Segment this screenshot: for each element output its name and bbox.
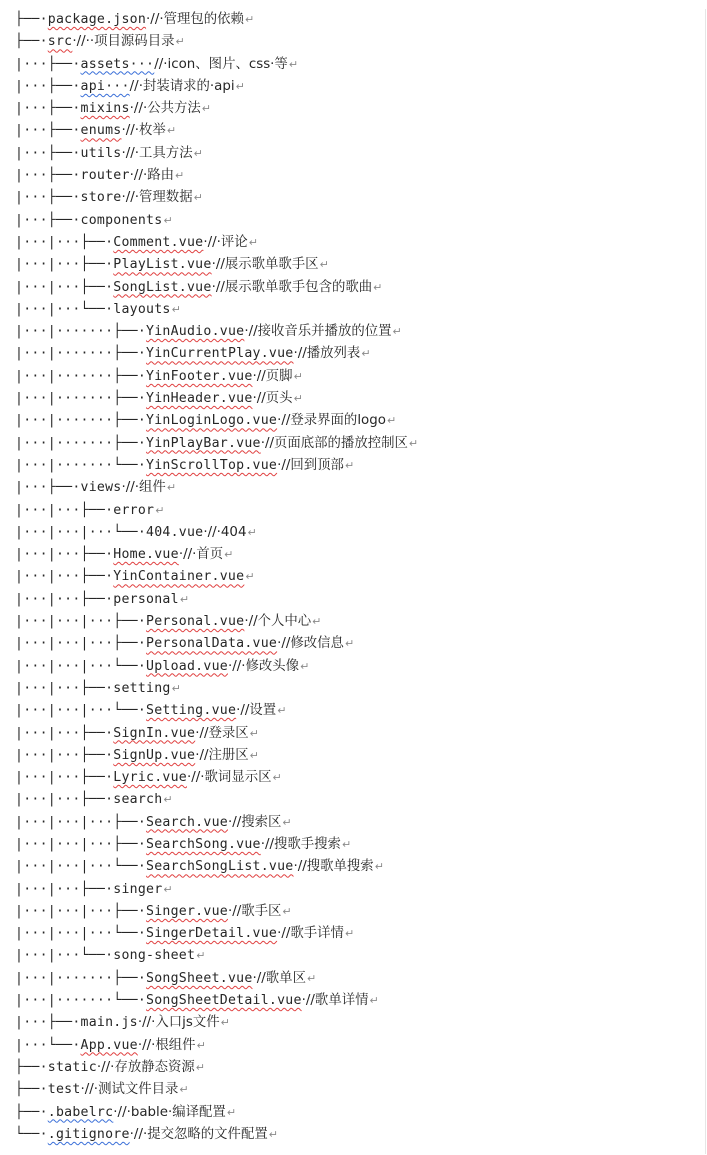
- tree-line[interactable]: [15, 277, 705, 299]
- paragraph-mark-icon: ↵: [193, 191, 204, 205]
- tree-line[interactable]: [15, 1102, 705, 1124]
- file-name: src: [47, 34, 73, 50]
- file-comment: ·//播放列表: [293, 346, 361, 362]
- paragraph-mark-icon: ↵: [282, 815, 292, 829]
- paragraph-mark-icon: ↵: [247, 525, 257, 539]
- file-name: song-sheet: [113, 948, 196, 964]
- file-comment: ·//搜歌手搜索: [260, 836, 341, 852]
- file-name: mixins: [80, 101, 130, 117]
- tree-line[interactable]: [15, 165, 705, 187]
- file-name: YinHeader.vue: [146, 391, 253, 407]
- file-name: YinScrollTop.vue: [146, 457, 278, 473]
- paragraph-mark-icon: ↵: [220, 1016, 231, 1030]
- tree-line[interactable]: [15, 1012, 705, 1034]
- tree-connector: |···├──·: [15, 168, 81, 184]
- tree-connector: |···|···├──·: [15, 680, 114, 696]
- paragraph-mark-icon: ↵: [392, 325, 402, 339]
- file-comment: //·封装请求的·api: [129, 78, 235, 94]
- file-name: singer: [113, 881, 163, 897]
- file-comment: //·icon、图片、css·等: [154, 56, 288, 72]
- file-comment: ·//页脚: [252, 368, 293, 384]
- tree-connector: ├──·: [15, 34, 48, 50]
- tree-connector: |···|···|···├──·: [15, 614, 147, 630]
- file-comment: ·//·公共方法: [129, 101, 201, 117]
- file-comment: ·//·枚举: [121, 123, 166, 139]
- file-name: main.js: [80, 1015, 138, 1031]
- file-name: package.json: [47, 12, 147, 27]
- paragraph-mark-icon: ↵: [344, 637, 355, 651]
- file-comment: ·//接收音乐并播放的位置: [244, 324, 392, 340]
- paragraph-mark-icon: ↵: [171, 681, 182, 695]
- file-name: test: [47, 1082, 81, 1098]
- paragraph-mark-icon: ↵: [344, 458, 355, 472]
- tree-line[interactable]: [15, 834, 705, 856]
- file-name: Personal.vue: [146, 614, 245, 630]
- file-name: Comment.vue: [113, 234, 204, 250]
- file-name: PersonalData.vue: [146, 636, 278, 652]
- tree-connector: ├──·: [15, 1082, 48, 1098]
- file-name: YinLoginLogo.vue: [146, 413, 278, 429]
- file-name: api···: [80, 78, 130, 94]
- paragraph-mark-icon: ↵: [344, 927, 355, 941]
- tree-connector: └──·: [15, 1126, 48, 1142]
- tree-connector: |···|···├──·: [15, 792, 114, 808]
- paragraph-mark-icon: ↵: [163, 793, 173, 807]
- paragraph-mark-icon: ↵: [155, 503, 165, 517]
- paragraph-mark-icon: ↵: [341, 837, 352, 851]
- tree-line[interactable]: [15, 433, 705, 455]
- paragraph-mark-icon: ↵: [248, 235, 259, 249]
- tree-connector: |···├──·: [15, 101, 81, 117]
- tree-connector: |···|···├──·: [15, 725, 114, 741]
- tree-line[interactable]: [15, 589, 705, 611]
- paragraph-mark-icon: ↵: [163, 213, 173, 227]
- tree-line[interactable]: [15, 990, 705, 1012]
- tree-connector: |···|···├──·: [15, 502, 114, 518]
- file-name: SongList.vue: [113, 279, 212, 295]
- tree-connector: |···|·······├──·: [15, 368, 147, 384]
- tree-connector: |···|···├──·: [15, 279, 114, 295]
- tree-connector: |···|·······├──·: [15, 391, 147, 407]
- tree-connector: |···├──·: [15, 212, 81, 228]
- file-name: setting: [113, 680, 171, 696]
- tree-line[interactable]: [15, 76, 705, 98]
- file-comment: ·//·入口js文件: [137, 1015, 220, 1031]
- file-comment: ·//·存放静态资源: [96, 1059, 195, 1075]
- tree-connector: |···|·······└──·: [15, 993, 147, 1009]
- tree-line[interactable]: [15, 767, 705, 789]
- file-name: YinPlayBar.vue: [146, 435, 261, 451]
- paragraph-mark-icon: ↵: [272, 771, 282, 785]
- tree-line[interactable]: [15, 321, 705, 343]
- file-comment: ·//·管理包的依赖: [146, 12, 244, 27]
- tree-line[interactable]: [15, 410, 705, 432]
- tree-line[interactable]: [15, 1124, 705, 1146]
- file-name: Singer.vue: [146, 903, 228, 919]
- paragraph-mark-icon: ↵: [249, 726, 260, 740]
- paragraph-mark-icon: ↵: [175, 35, 185, 49]
- tree-connector: |···|···├──·: [15, 770, 114, 786]
- paragraph-mark-icon: ↵: [226, 1105, 237, 1119]
- file-comment: ·//个人中心: [244, 614, 312, 630]
- file-name: SongSheet.vue: [146, 970, 253, 986]
- file-name: Setting.vue: [146, 703, 237, 719]
- file-comment: ·//歌手区: [227, 903, 282, 919]
- tree-line[interactable]: [15, 388, 705, 410]
- paragraph-mark-icon: ↵: [277, 704, 287, 718]
- file-comment: ·//展示歌单歌手区: [211, 257, 319, 273]
- file-comment: ·//·路由: [129, 168, 174, 184]
- file-comment: ·//页头: [252, 391, 293, 407]
- file-comment: ·//搜歌单搜索: [293, 859, 374, 875]
- paragraph-mark-icon: ↵: [288, 57, 299, 71]
- paragraph-mark-icon: ↵: [196, 1038, 207, 1052]
- tree-line[interactable]: [15, 232, 705, 254]
- tree-line[interactable]: [15, 923, 705, 945]
- tree-line[interactable]: [15, 143, 705, 165]
- tree-connector: |···|···└──·: [15, 301, 114, 317]
- file-comment: ·//歌手详情: [277, 926, 344, 942]
- paragraph-mark-icon: ↵: [293, 392, 304, 406]
- tree-connector: |···├──·: [15, 123, 81, 139]
- file-comment: ·//展示歌单歌手包含的歌曲: [211, 279, 373, 295]
- paragraph-mark-icon: ↵: [166, 481, 177, 495]
- tree-line[interactable]: [15, 187, 705, 209]
- file-comment: ·//·修改头像: [227, 658, 300, 674]
- paragraph-mark-icon: ↵: [306, 971, 317, 985]
- tree-line[interactable]: [15, 477, 705, 499]
- file-comment: ·//·评论: [203, 234, 248, 250]
- tree-line[interactable]: [15, 522, 705, 544]
- tree-connector: |···|···|···└──·: [15, 926, 147, 942]
- file-comment: ·//回到顶部: [277, 457, 344, 473]
- paragraph-mark-icon: ↵: [369, 994, 379, 1008]
- tree-connector: |···|···└──·: [15, 948, 114, 964]
- paragraph-mark-icon: ↵: [361, 347, 371, 361]
- tree-line[interactable]: [15, 120, 705, 142]
- file-name: Lyric.vue: [113, 770, 187, 786]
- tree-line[interactable]: [15, 678, 705, 700]
- paragraph-mark-icon: ↵: [319, 258, 330, 272]
- file-name: SignUp.vue: [113, 747, 196, 763]
- paragraph-mark-icon: ↵: [193, 146, 204, 160]
- paragraph-mark-icon: ↵: [312, 615, 322, 629]
- file-name: utils: [80, 145, 122, 161]
- file-comment: ·//注册区: [195, 747, 249, 763]
- file-name: SearchSongList.vue: [146, 859, 294, 875]
- file-name: layouts: [113, 301, 171, 317]
- file-comment: ·//页面底部的播放控制区: [260, 435, 408, 451]
- file-comment: ·//·首页: [178, 547, 224, 563]
- paragraph-mark-icon: ↵: [293, 369, 304, 383]
- document-page[interactable]: [15, 9, 706, 1154]
- file-comment: ·//·歌词显示区: [187, 770, 272, 786]
- file-name: static: [47, 1059, 97, 1075]
- tree-line[interactable]: [15, 633, 705, 655]
- paragraph-mark-icon: ↵: [166, 124, 177, 138]
- paragraph-mark-icon: ↵: [179, 592, 190, 606]
- file-name: enums: [80, 123, 122, 139]
- file-comment: ·//登录界面的logo: [277, 413, 386, 429]
- tree-connector: |···|···├──·: [15, 591, 114, 607]
- file-name: App.vue: [80, 1037, 138, 1053]
- tree-connector: |···|···├──·: [15, 569, 114, 585]
- file-name: router: [80, 168, 130, 184]
- file-comment: ·//搜索区: [227, 814, 282, 830]
- file-name: Upload.vue: [146, 658, 228, 674]
- tree-connector: |···└──·: [15, 1037, 81, 1053]
- file-name: 404.vue: [146, 524, 204, 540]
- file-name: SingerDetail.vue: [146, 926, 278, 942]
- paragraph-mark-icon: ↵: [171, 302, 182, 316]
- file-name: store: [80, 190, 122, 206]
- tree-line[interactable]: [15, 299, 705, 321]
- file-name: personal: [113, 591, 179, 607]
- tree-connector: |···|·······├──·: [15, 435, 147, 451]
- file-name: SignIn.vue: [113, 725, 196, 741]
- tree-connector: |···|·······└──·: [15, 457, 147, 473]
- file-comment: ·//登录区: [195, 725, 249, 741]
- tree-line[interactable]: [15, 812, 705, 834]
- tree-line[interactable]: [15, 723, 705, 745]
- tree-connector: |···|···|···├──·: [15, 903, 147, 919]
- file-name: assets···: [80, 56, 155, 72]
- file-name: YinFooter.vue: [146, 368, 253, 384]
- tree-connector: |···|···├──·: [15, 881, 114, 897]
- tree-line[interactable]: [15, 1079, 705, 1101]
- tree-line[interactable]: [15, 611, 705, 633]
- paragraph-mark-icon: ↵: [235, 79, 246, 93]
- paragraph-mark-icon: ↵: [408, 436, 419, 450]
- tree-line[interactable]: [15, 54, 705, 76]
- tree-connector: ├──·: [15, 1059, 48, 1075]
- paragraph-mark-icon: ↵: [224, 548, 234, 562]
- tree-connector: ├──·: [15, 12, 48, 27]
- tree-connector: |···├──·: [15, 78, 81, 94]
- file-comment: ·//·根组件: [137, 1037, 196, 1053]
- tree-line[interactable]: [15, 656, 705, 678]
- paragraph-mark-icon: ↵: [374, 860, 385, 874]
- file-name: PlayList.vue: [113, 257, 212, 273]
- tree-line[interactable]: [15, 544, 705, 566]
- tree-connector: |···|···|···└──·: [15, 658, 147, 674]
- tree-line[interactable]: [15, 745, 705, 767]
- tree-line[interactable]: [15, 254, 705, 276]
- tree-line[interactable]: [15, 879, 705, 901]
- file-name: YinContainer.vue: [113, 569, 245, 585]
- tree-connector: |···├──·: [15, 56, 81, 72]
- paragraph-mark-icon: ↵: [249, 748, 260, 762]
- tree-connector: |···|···├──·: [15, 234, 114, 250]
- paragraph-mark-icon: ↵: [179, 1083, 189, 1097]
- file-comment: ·//·404: [203, 524, 247, 540]
- file-name: .gitignore: [47, 1126, 130, 1142]
- tree-connector: |···├──·: [15, 190, 81, 206]
- tree-line[interactable]: [15, 9, 705, 31]
- paragraph-mark-icon: ↵: [373, 280, 383, 294]
- paragraph-mark-icon: ↵: [163, 882, 173, 896]
- tree-line[interactable]: [15, 968, 705, 990]
- file-name: Home.vue: [113, 547, 179, 563]
- tree-line[interactable]: [15, 31, 705, 53]
- paragraph-mark-icon: ↵: [201, 102, 212, 116]
- file-comment: ·//·工具方法: [121, 145, 193, 161]
- paragraph-mark-icon: ↵: [282, 904, 292, 918]
- tree-line[interactable]: [15, 455, 705, 477]
- file-name: search: [113, 792, 163, 808]
- tree-connector: |···|···|···├──·: [15, 636, 147, 652]
- tree-connector: |···|·······├──·: [15, 970, 147, 986]
- tree-connector: |···├──·: [15, 480, 81, 496]
- file-name: error: [113, 502, 155, 518]
- tree-connector: |···|·······├──·: [15, 346, 147, 362]
- paragraph-mark-icon: ↵: [195, 1060, 206, 1074]
- file-comment: ·//修改信息: [277, 636, 344, 652]
- file-comment: ·//·bable·编译配置: [113, 1104, 226, 1120]
- tree-connector: |···|···|···└──·: [15, 859, 147, 875]
- tree-line[interactable]: [15, 901, 705, 923]
- file-comment: ·//·提交忽略的文件配置: [129, 1126, 268, 1142]
- tree-connector: |···|···├──·: [15, 257, 114, 273]
- paragraph-mark-icon: ↵: [245, 570, 255, 584]
- file-name: .babelrc: [47, 1104, 114, 1120]
- tree-connector: |···|·······├──·: [15, 324, 147, 340]
- tree-connector: |···├──·: [15, 1015, 81, 1031]
- paragraph-mark-icon: ↵: [268, 1127, 279, 1141]
- tree-line[interactable]: [15, 1057, 705, 1079]
- file-comment: ·//··项目源码目录: [72, 34, 175, 50]
- tree-line[interactable]: [15, 789, 705, 811]
- file-name: YinAudio.vue: [146, 324, 245, 340]
- paragraph-mark-icon: ↵: [386, 414, 397, 428]
- file-name: YinCurrentPlay.vue: [146, 346, 294, 362]
- paragraph-mark-icon: ↵: [196, 949, 206, 963]
- tree-connector: ├──·: [15, 1104, 48, 1120]
- tree-connector: |···|···|···└──·: [15, 703, 147, 719]
- tree-line[interactable]: [15, 856, 705, 878]
- tree-line[interactable]: [15, 366, 705, 388]
- tree-line[interactable]: [15, 98, 705, 120]
- file-name: Search.vue: [146, 814, 228, 830]
- tree-line[interactable]: [15, 945, 705, 967]
- tree-connector: |···|···|···├──·: [15, 814, 147, 830]
- tree-line[interactable]: [15, 210, 705, 232]
- tree-connector: |···|···|···└──·: [15, 524, 147, 540]
- file-name: views: [80, 480, 122, 496]
- paragraph-mark-icon: ↵: [244, 13, 255, 26]
- tree-line[interactable]: [15, 700, 705, 722]
- tree-connector: |···|···├──·: [15, 747, 114, 763]
- file-comment: ·//·管理数据: [121, 190, 193, 206]
- tree-line[interactable]: [15, 500, 705, 522]
- file-comment: ·//·测试文件目录: [80, 1082, 179, 1098]
- paragraph-mark-icon: ↵: [300, 659, 310, 673]
- tree-line[interactable]: [15, 343, 705, 365]
- tree-line[interactable]: [15, 1035, 705, 1057]
- file-comment: ·//歌单详情: [301, 993, 369, 1009]
- file-name: SearchSong.vue: [146, 836, 261, 852]
- tree-connector: |···|·······├──·: [15, 413, 147, 429]
- file-comment: ·//设置: [236, 703, 277, 719]
- file-name: SongSheetDetail.vue: [146, 993, 302, 1009]
- tree-line[interactable]: [15, 566, 705, 588]
- tree-connector: |···|···├──·: [15, 547, 114, 563]
- tree-connector: |···├──·: [15, 145, 81, 161]
- file-comment: ·//歌单区: [252, 970, 306, 986]
- file-name: components: [80, 212, 163, 228]
- file-comment: ·//·组件: [121, 480, 166, 496]
- tree-connector: |···|···|···├──·: [15, 836, 147, 852]
- paragraph-mark-icon: ↵: [175, 169, 185, 183]
